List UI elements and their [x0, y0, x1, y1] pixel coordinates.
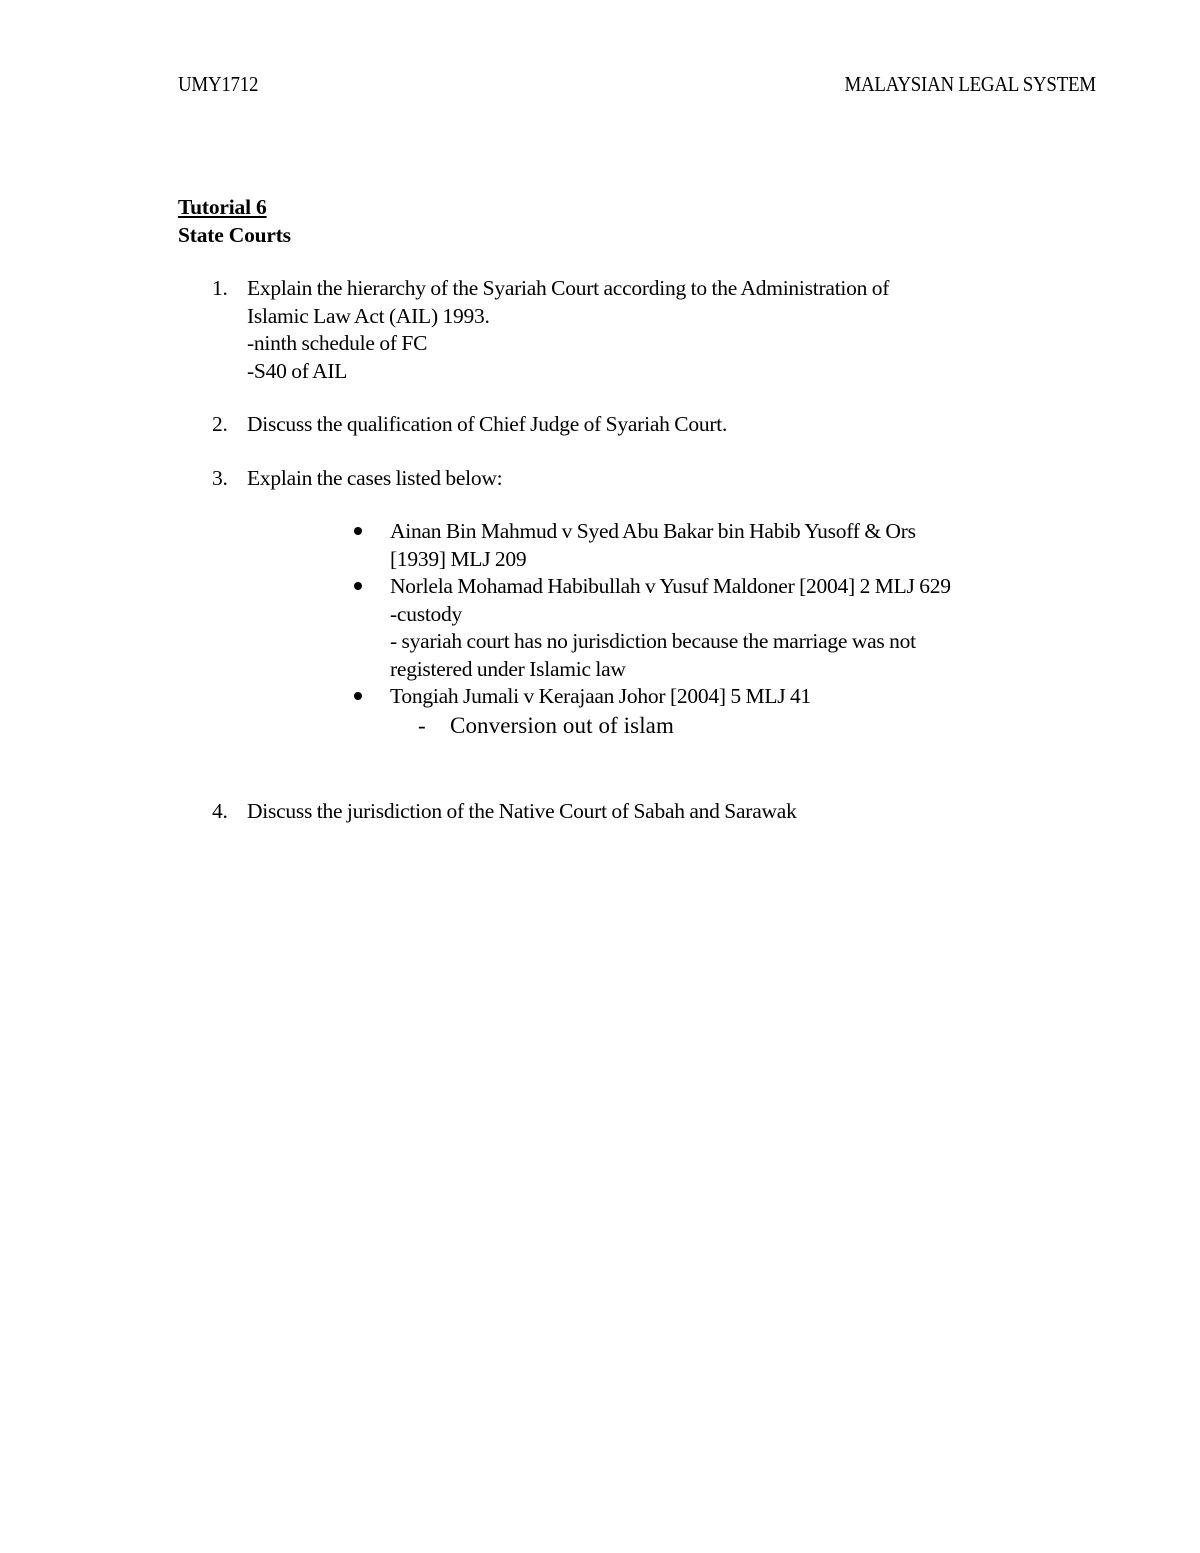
case-item-3	[178, 683, 1118, 740]
dash-marker-icon: -	[418, 712, 426, 738]
case-text-1	[390, 518, 1118, 573]
bullet-point-icon	[354, 582, 362, 590]
question-item-1	[178, 275, 1118, 385]
question-list-part-two	[178, 798, 1118, 826]
question-text-2	[247, 411, 1118, 439]
document-header	[178, 70, 1096, 98]
question-1-line-4: -S40 of AIL	[247, 358, 348, 383]
bullet-point-icon	[354, 692, 362, 700]
case-2-line-3: - syariah court has no jurisdiction because the marriage was not	[390, 629, 916, 653]
header-course-code: UMY1712	[178, 72, 259, 96]
question-1-line-3: -ninth schedule of FC	[247, 331, 428, 355]
question-text-1	[247, 275, 1118, 385]
question-number-3: 3.	[212, 465, 228, 490]
tutorial-title-row	[178, 194, 1118, 222]
case-3-sub-text: Conversion out of islam	[450, 712, 674, 738]
question-text-4	[247, 798, 1118, 826]
case-3-sub-item	[390, 711, 1118, 740]
case-text-2	[390, 573, 1118, 683]
case-1-line-1: Ainan Bin Mahmud v Syed Abu Bakar bin Habib Yusoff & Ors	[390, 519, 916, 543]
question-number-1: 1.	[212, 276, 228, 300]
case-text-3	[390, 683, 1118, 711]
bullet-point-icon	[354, 527, 362, 535]
question-3-line-1: Explain the cases listed below:	[247, 465, 503, 490]
tutorial-title: Tutorial 6	[178, 195, 267, 219]
header-course-title: MALAYSIAN LEGAL SYSTEM	[844, 72, 1096, 96]
question-item-2	[178, 411, 1118, 439]
question-number-4: 4.	[212, 798, 228, 823]
case-2-line-1: Norlela Mohamad Habibullah v Yusuf Maldoner [2004] 2 MLJ 629	[390, 574, 951, 598]
question-1-line-2: Islamic Law Act (AIL) 1993.	[247, 303, 490, 328]
question-text-3	[247, 465, 1118, 493]
question-number-2: 2.	[212, 412, 228, 436]
case-item-1	[178, 518, 1118, 573]
case-2-line-4: registered under Islamic law	[390, 656, 626, 681]
case-2-line-2: -custody	[390, 601, 463, 626]
tutorial-subtitle: State Courts	[178, 222, 291, 247]
question-list-part-one	[178, 275, 1118, 492]
tutorial-subtitle-row	[178, 222, 1118, 250]
question-1-line-1: Explain the hierarchy of the Syariah Court according to the Administration of	[247, 276, 890, 300]
section-spacer	[178, 740, 1118, 798]
case-3-line-1: Tongiah Jumali v Kerajaan Johor [2004] 5 MLJ 41	[390, 684, 812, 708]
question-item-3	[178, 465, 1118, 493]
document-body	[178, 194, 1118, 825]
case-item-2	[178, 573, 1118, 683]
question-2-line-1: Discuss the qualification of Chief Judge of Syariah Court.	[247, 412, 728, 436]
case-list	[178, 518, 1118, 740]
case-1-line-2: [1939] MLJ 209	[390, 546, 527, 571]
question-4-line-1: Discuss the jurisdiction of the Native Court of Sabah and Sarawak	[247, 798, 797, 823]
question-item-4	[178, 798, 1118, 826]
